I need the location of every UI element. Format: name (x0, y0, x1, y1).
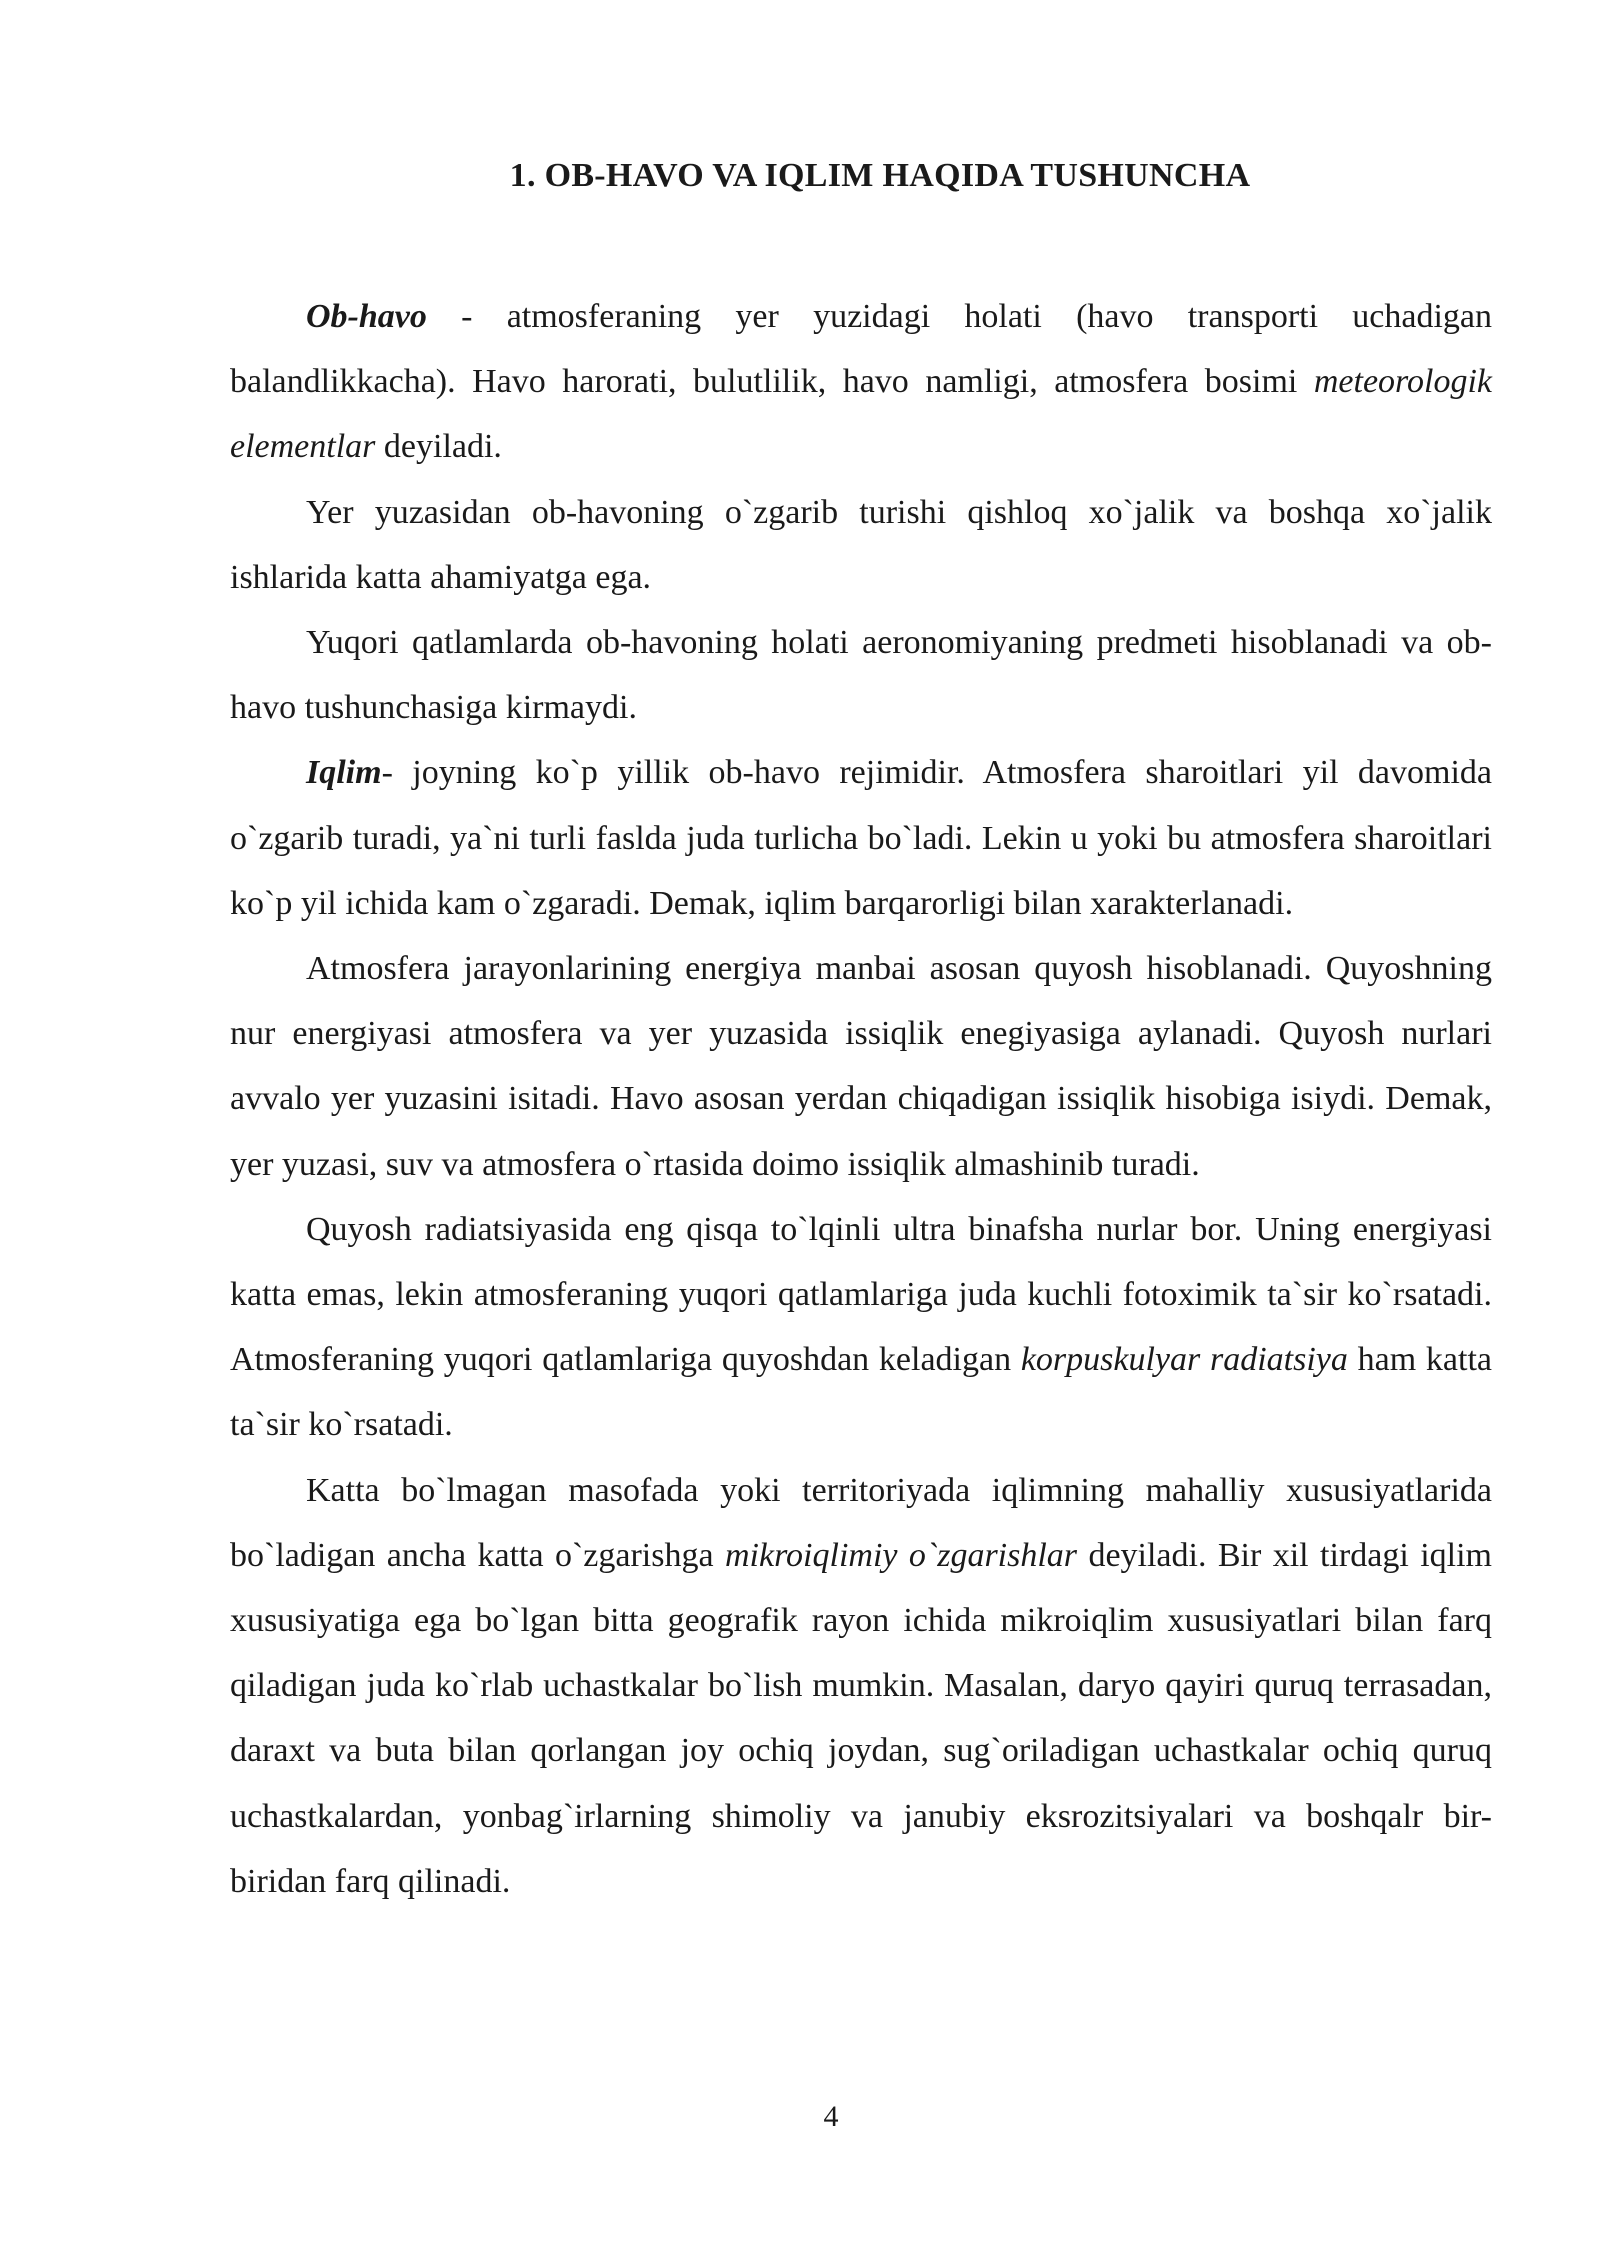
italic-term: meteorologik elementlar (230, 363, 1492, 466)
page-number: 4 (823, 2100, 839, 2133)
paragraph-text: Atmosfera jarayonlarining energiya manbai asosan quyosh hisoblanadi. Quyoshning nur energiyasi atmosfera va yer yuzasida issiqlik enegiyasiga aylanadi. Quyosh nurlari avvalo yer yuzasini isitadi. Havo asosan yerdan chiqadigan issiqlik hisobiga isiydi. Demak, yer yuzasi, suv va atmosfera o`rtasida doimo issiqlik almashinib turadi. (230, 950, 1492, 1183)
paragraph-text: - joyning ko`p yillik ob-havo rejimidir. Atmosfera sharoitlari yil davomida o`zgarib turadi, ya`ni turli faslda juda turlicha bo`ladi. Lekin u yoki bu atmosfera sharoitlari ko`p yil ichida kam o`zgaradi. Demak, iqlim barqarorligi bilan xarakterlanadi. (230, 754, 1492, 922)
paragraph-iqlim (230, 740, 1492, 936)
paragraph-mikroiqlim (230, 1458, 1492, 1914)
term-iqlim: Iqlim (306, 754, 382, 792)
paragraph-quyosh-radiatsiyasi (230, 1197, 1492, 1458)
paragraph-ob-havo (230, 284, 1492, 480)
italic-term: mikroiqlimiy o`zgarishlar (724, 1536, 1078, 1574)
paragraph-text: Quyosh radiatsiyasida eng qisqa to`lqinli ultra binafsha nurlar bor. Uning energiyasi katta emas, lekin atmosferaning yuqori qatlamlariga juda kuchli fotoximik ta`sir ko`rsatadi. Atmosferaning yuqori qatlamlariga quyoshdan keladigan (230, 1210, 1492, 1379)
paragraph-text: ham katta ta`sir ko`rsatadi. (230, 1341, 1493, 1444)
paragraph-yer-yuzasidan (230, 480, 1492, 610)
paragraph-text: deyiladi. (375, 428, 502, 466)
paragraph-text: deyiladi. Bir xil tirdagi iqlim xususiyatiga ega bo`lgan bitta geografik rayon ichida mikroiqlim xususiyatlari bilan farq qiladigan juda ko`rlab uchastkalar bo`lish mumkin. Masalan, daryo qayiri quruq terrasadan, daraxt va buta bilan qorlangan joy ochiq joydan, sug`oriladigan uchastkalar ochiq quruq uchastkalardan, yonbag`irlarning shimoliy va janubiy eksrozitsiyalari va boshqalr bir-biridan farq qilinadi. (230, 1536, 1492, 1900)
paragraph-yuqori-qatlamlarda (230, 610, 1492, 740)
term-ob-havo: Ob-havo (306, 298, 427, 335)
paragraph-atmosfera-jarayonlari (230, 936, 1492, 1197)
page-content (230, 150, 1492, 1914)
paragraph-text: Yuqori qatlamlarda ob-havoning holati aeronomiyaning predmeti hisoblanadi va ob-havo tushunchasiga kirmaydi. (230, 624, 1492, 727)
paragraph-text: Katta bo`lmagan masofada yoki territoriyada iqlimning mahalliy xususiyatlarida bo`ladigan ancha katta o`zgarishga (230, 1471, 1492, 1574)
italic-term: korpuskulyar radiatsiya (1020, 1341, 1348, 1379)
paragraph-text: Yer yuzasidan ob-havoning o`zgarib turishi qishloq xo`jalik va boshqa xo`jalik ishlarida katta ahamiyatga ega. (230, 493, 1492, 596)
paragraph-text: - atmosferaning yer yuzidagi holati (havo transporti uchadigan balandlikkacha). Havo harorati, bulutlilik, havo namligi, atmosfera bosimi (230, 298, 1492, 401)
section-title: 1. OB-HAVO VA IQLIM HAQIDA TUSHUNCHA (509, 157, 1251, 194)
